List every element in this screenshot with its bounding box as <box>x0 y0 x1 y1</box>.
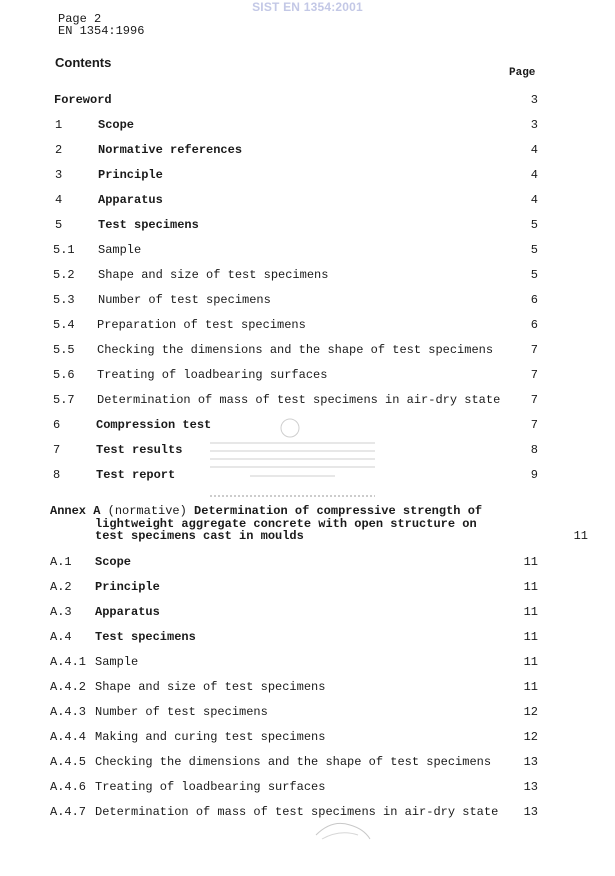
toc-entry-title: Test specimens <box>95 630 196 644</box>
toc-entry-page: 13 <box>523 755 538 769</box>
toc-entry-page: 5 <box>530 243 538 257</box>
annex-title-line-1: Determination of compressive strength of <box>194 504 483 518</box>
toc-entry-number: A.4.6 <box>50 780 87 794</box>
toc-entry <box>0 730 615 746</box>
toc-entry-page: 7 <box>530 393 538 407</box>
toc-entry-title: Scope <box>98 118 135 132</box>
toc-entry-title: Determination of mass of test specimens in air-dry state <box>95 805 499 819</box>
toc-entry-title: Shape and size of test specimens <box>98 268 329 282</box>
toc-entry-number: A.1 <box>50 555 72 569</box>
toc-entry-number: 5.5 <box>53 343 75 357</box>
toc-entry <box>0 143 615 159</box>
toc-entry-page: 4 <box>530 168 538 182</box>
scan-artifact-mark <box>312 815 374 843</box>
toc-entry-number: A.3 <box>50 605 72 619</box>
annex-page: 11 <box>573 529 588 543</box>
toc-entry-title: Sample <box>95 655 139 669</box>
toc-entry-title: Determination of mass of test specimens in air-dry state <box>97 393 501 407</box>
toc-entry-page: 11 <box>523 630 538 644</box>
toc-entry-title: Test results <box>96 443 183 457</box>
toc-entry-number: 5.6 <box>53 368 75 382</box>
toc-entry <box>0 468 615 484</box>
toc-entry-page: 7 <box>530 418 538 432</box>
annex-heading <box>50 505 590 543</box>
toc-entry <box>0 243 615 259</box>
toc-entry-title: Shape and size of test specimens <box>95 680 326 694</box>
toc-entry-number: 1 <box>55 118 63 132</box>
toc-entry <box>0 418 615 434</box>
toc-entry-title: Making and curing test specimens <box>95 730 326 744</box>
toc-entry-title: Compression test <box>96 418 212 432</box>
toc-entry-number: A.4 <box>50 630 72 644</box>
toc-entry-number: A.4.2 <box>50 680 87 694</box>
toc-entry-page: 11 <box>523 655 538 669</box>
toc-entry-title: Apparatus <box>95 605 160 619</box>
toc-entry-title: Principle <box>95 580 160 594</box>
toc-entry-number: Foreword <box>54 93 112 107</box>
toc-entry-page: 12 <box>523 730 538 744</box>
toc-entry-title: Preparation of test specimens <box>97 318 306 332</box>
toc-entry <box>0 443 615 459</box>
toc-entry-page: 5 <box>530 218 538 232</box>
toc-entry-title: Scope <box>95 555 132 569</box>
toc-entry <box>0 555 615 571</box>
annex-title-line-2: lightweight aggregate concrete with open structure on <box>95 516 477 531</box>
toc-entry-number: 5.7 <box>53 393 75 407</box>
toc-entry-number: 8 <box>53 468 61 482</box>
toc-entry-title: Principle <box>98 168 163 182</box>
annex-label: Annex A <box>50 504 101 518</box>
page-column-label: Page <box>509 67 536 79</box>
toc-entry <box>0 318 615 334</box>
toc-entry-page: 9 <box>530 468 538 482</box>
toc-entry <box>0 218 615 234</box>
toc-entry-title: Checking the dimensions and the shape of test specimens <box>95 755 492 769</box>
toc-entry <box>0 118 615 134</box>
toc-entry-page: 11 <box>523 605 538 619</box>
toc-entry-page: 7 <box>530 343 538 357</box>
toc-entry <box>0 655 615 671</box>
annex-type: (normative) <box>107 504 187 518</box>
toc-entry-page: 4 <box>530 143 538 157</box>
toc-entry-title: Number of test specimens <box>95 705 268 719</box>
toc-entry-number: 6 <box>53 418 61 432</box>
toc-entry <box>0 630 615 646</box>
toc-entry-page: 13 <box>523 780 538 794</box>
toc-entry <box>0 780 615 796</box>
toc-entry <box>0 805 615 821</box>
toc-entry-number: A.4.1 <box>50 655 87 669</box>
toc-entry-number: A.4.5 <box>50 755 87 769</box>
toc-entry-title: Test specimens <box>98 218 199 232</box>
page-number: Page 2 <box>58 12 102 26</box>
toc-entry <box>0 193 615 209</box>
toc-entry-title: Apparatus <box>98 193 163 207</box>
toc-entry-page: 4 <box>530 193 538 207</box>
toc-entry <box>0 705 615 721</box>
toc-entry-page: 11 <box>523 580 538 594</box>
toc-entry <box>0 368 615 384</box>
toc-entry <box>0 393 615 409</box>
toc-entry-number: 5.4 <box>53 318 75 332</box>
toc-entry-number: 5.1 <box>53 243 75 257</box>
toc-entry-page: 13 <box>523 805 538 819</box>
toc-entry-page: 3 <box>530 93 538 107</box>
toc-entry-page: 11 <box>523 555 538 569</box>
contents-heading: Contents <box>55 55 112 70</box>
toc-entry-title: Checking the dimensions and the shape of test specimens <box>97 343 494 357</box>
toc-entry-number: 5 <box>55 218 63 232</box>
toc-entry-page: 11 <box>523 680 538 694</box>
toc-entry <box>0 168 615 184</box>
toc-entry-page: 12 <box>523 705 538 719</box>
toc-entry-number: A.4.4 <box>50 730 87 744</box>
toc-entry-number: A.4.7 <box>50 805 87 819</box>
toc-entry <box>0 268 615 284</box>
toc-entry <box>0 93 615 109</box>
toc-entry-page: 6 <box>530 318 538 332</box>
standard-reference: EN 1354:1996 <box>58 24 145 38</box>
toc-entry-number: A.2 <box>50 580 72 594</box>
toc-entry-title: Test report <box>96 468 176 482</box>
toc-entry-number: 5.3 <box>53 293 75 307</box>
toc-entry-number: A.4.3 <box>50 705 87 719</box>
watermark: SIST EN 1354:2001 <box>252 0 363 14</box>
toc-entry <box>0 605 615 621</box>
toc-entry-page: 7 <box>530 368 538 382</box>
toc-entry <box>0 580 615 596</box>
toc-entry-number: 5.2 <box>53 268 75 282</box>
toc-entry-page: 8 <box>530 443 538 457</box>
toc-entry-title: Treating of loadbearing surfaces <box>95 780 326 794</box>
toc-entry-title: Number of test specimens <box>98 293 271 307</box>
toc-entry-number: 3 <box>55 168 63 182</box>
toc-entry <box>0 680 615 696</box>
toc-entry-page: 6 <box>530 293 538 307</box>
toc-entry <box>0 755 615 771</box>
annex-title-line-3: test specimens cast in moulds <box>95 529 304 543</box>
toc-entry-number: 7 <box>53 443 61 457</box>
toc-entry-number: 2 <box>55 143 63 157</box>
toc-entry-title: Normative references <box>98 143 243 157</box>
toc-entry-page: 3 <box>530 118 538 132</box>
toc-entry-title: Treating of loadbearing surfaces <box>97 368 328 382</box>
toc-entry <box>0 293 615 309</box>
toc-entry-page: 5 <box>530 268 538 282</box>
toc-entry <box>0 343 615 359</box>
toc-entry-number: 4 <box>55 193 63 207</box>
toc-entry-title: Sample <box>98 243 142 257</box>
